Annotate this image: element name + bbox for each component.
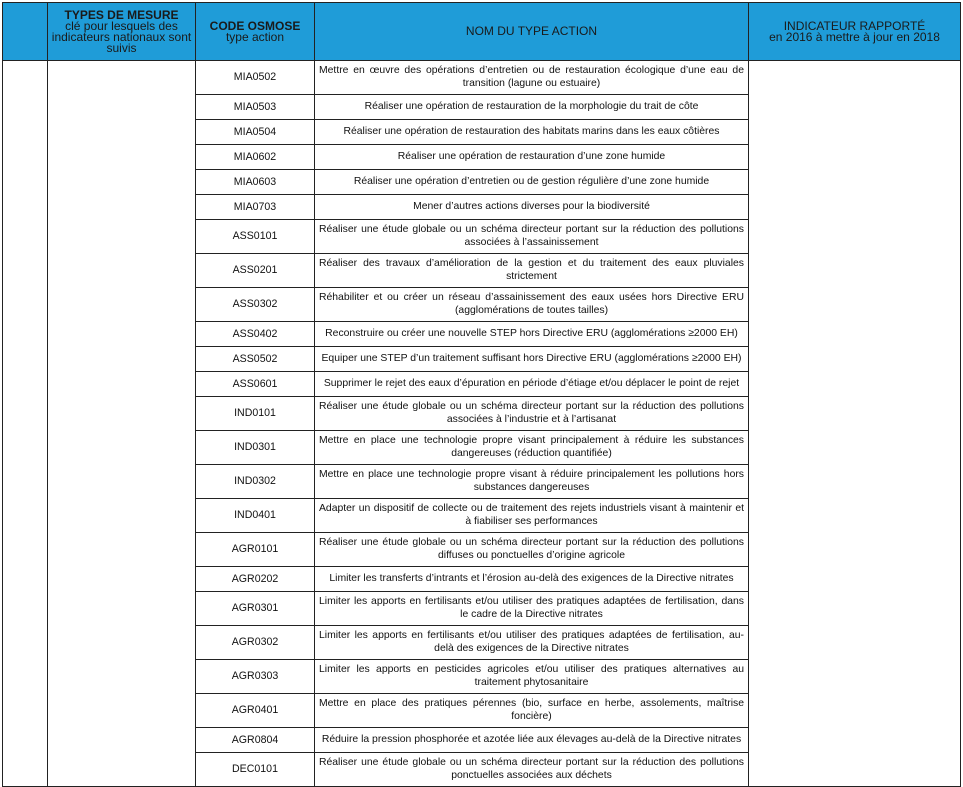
action-name-cell — [315, 322, 749, 347]
action-name-text: Mettre en place des pratiques pérennes (bio, surface en herbe, assolements, maîtrise foncière) — [319, 698, 744, 722]
action-name-cell — [315, 465, 749, 499]
action-name-text: Réaliser une étude globale ou un schéma directeur portant sur la réduction des pollutions ponctuelles associées aux déchets — [319, 757, 744, 781]
header-blank-cell — [3, 3, 48, 61]
osmose-code-cell: MIA0602 — [196, 145, 315, 170]
header-measure-types-subtitle: clé pour lesquels des indicateurs nationaux sont suivis — [51, 18, 192, 55]
table-row — [3, 61, 961, 95]
action-name-cell — [315, 626, 749, 660]
action-name-text: Limiter les transferts d’intrants et l’érosion au-delà des exigences de la Directive nitrates — [329, 572, 734, 584]
measure-types-column — [48, 61, 196, 787]
action-name-text: Limiter les apports en pesticides agricoles et/ou utiliser des pratiques alternatives au traitement phytosanitaire — [319, 664, 744, 688]
action-name-text: Supprimer le rejet des eaux d’épuration en période d’étiage et/ou déplacer le point de rejet — [323, 377, 740, 389]
action-name-cell — [315, 660, 749, 694]
action-name-text: Limiter les apports en fertilisants et/ou utiliser des pratiques adaptées de fertilisation, dans le cadre de la Directive nitrates — [319, 596, 744, 620]
osmose-code-cell: MIA0603 — [196, 170, 315, 195]
action-name-cell — [315, 499, 749, 533]
osmose-code-cell: IND0101 — [196, 397, 315, 431]
header-action-name — [315, 3, 749, 61]
osmose-code-cell: IND0401 — [196, 499, 315, 533]
blank-left-column — [3, 61, 48, 787]
osmose-code-cell: AGR0101 — [196, 533, 315, 567]
action-name-text: Réaliser une opération de restauration des habitats marins dans les eaux côtières — [343, 125, 720, 137]
action-name-text: Réaliser une opération de restauration d’une zone humide — [397, 150, 666, 162]
header-measure-types — [48, 3, 196, 61]
action-name-cell — [315, 145, 749, 170]
action-name-cell — [315, 288, 749, 322]
header-osmose-code — [196, 3, 315, 61]
osmose-code-cell: MIA0504 — [196, 120, 315, 145]
osmose-code-cell: ASS0101 — [196, 220, 315, 254]
header-osmose-code-title: CODE OSMOSE — [209, 18, 301, 33]
action-name-text: Equiper une STEP d’un traitement suffisant hors Directive ERU (agglomérations ≥2000 EH) — [321, 352, 742, 364]
action-name-cell — [315, 533, 749, 567]
action-name-text: Réduire la pression phosphorée et azotée liée aux élevages au-delà de la Directive nitrates — [321, 733, 742, 745]
action-name-cell — [315, 170, 749, 195]
action-name-text: Mettre en place une technologie propre visant principalement à réduire les substances dangereuses (réduction quantifiée) — [319, 435, 744, 459]
osmose-code-cell: AGR0301 — [196, 592, 315, 626]
action-name-text: Réaliser une opération d’entretien ou de gestion régulière d’une zone humide — [353, 175, 710, 187]
header-action-name-title: NOM DU TYPE ACTION — [465, 24, 598, 38]
header-measure-types-title: TYPES DE MESURE — [64, 7, 179, 22]
action-name-cell — [315, 347, 749, 372]
action-name-text: Réaliser des travaux d’amélioration de la gestion et du traitement des eaux pluviales strictement — [319, 258, 744, 282]
action-name-text: Mener d’autres actions diverses pour la biodiversité — [413, 200, 650, 212]
header-indicator — [749, 3, 961, 61]
osmose-code-cell: ASS0201 — [196, 254, 315, 288]
action-name-cell — [315, 95, 749, 120]
osmose-code-cell: ASS0601 — [196, 372, 315, 397]
measures-table-container — [2, 2, 960, 787]
osmose-code-cell: DEC0101 — [196, 753, 315, 787]
measures-table — [2, 2, 961, 787]
osmose-code-cell: AGR0202 — [196, 567, 315, 592]
header-osmose-code-subtitle: type action — [225, 29, 285, 44]
table-header — [3, 3, 961, 61]
osmose-code-cell: AGR0302 — [196, 626, 315, 660]
osmose-code-cell: MIA0503 — [196, 95, 315, 120]
action-name-cell — [315, 397, 749, 431]
action-name-cell — [315, 728, 749, 753]
action-name-text: Réaliser une étude globale ou un schéma directeur portant sur la réduction des pollutions associées à l’industrie et à l’artisanat — [319, 401, 744, 425]
osmose-code-cell: ASS0502 — [196, 347, 315, 372]
action-name-text: Adapter un dispositif de collecte ou de traitement des rejets industriels visant à maintenir et à fiabiliser ses performances — [319, 503, 744, 527]
osmose-code-cell: AGR0804 — [196, 728, 315, 753]
indicator-column — [749, 61, 961, 787]
action-name-text: Mettre en place une technologie propre visant à réduire principalement les pollutions hors substances dangereuses — [319, 469, 744, 493]
action-name-cell — [315, 592, 749, 626]
action-name-text: Réaliser une opération de restauration de la morphologie du trait de côte — [364, 100, 699, 112]
action-name-text: Mettre en œuvre des opérations d’entretien ou de restauration écologique d’une eau de transition (lagune ou estuaire) — [319, 65, 744, 89]
action-name-cell — [315, 220, 749, 254]
osmose-code-cell: AGR0401 — [196, 694, 315, 728]
table-body — [3, 61, 961, 787]
action-name-cell — [315, 567, 749, 592]
osmose-code-cell: MIA0703 — [196, 195, 315, 220]
action-name-cell — [315, 254, 749, 288]
osmose-code-cell: IND0302 — [196, 465, 315, 499]
action-name-cell — [315, 372, 749, 397]
action-name-text: Limiter les apports en fertilisants et/ou utiliser des pratiques adaptées de fertilisation, au-delà des exigences de la Directive nitrates — [319, 630, 744, 654]
osmose-code-cell: ASS0302 — [196, 288, 315, 322]
action-name-text: Réhabiliter et ou créer un réseau d’assainissement des eaux usées hors Directive ERU (agglomérations de toutes tailles) — [319, 292, 744, 316]
osmose-code-cell: IND0301 — [196, 431, 315, 465]
action-name-text: Réaliser une étude globale ou un schéma directeur portant sur la réduction des pollutions associées à l’assainissement — [319, 224, 744, 248]
action-name-cell — [315, 61, 749, 95]
action-name-cell — [315, 753, 749, 787]
osmose-code-cell: AGR0303 — [196, 660, 315, 694]
osmose-code-cell: ASS0402 — [196, 322, 315, 347]
action-name-text: Réaliser une étude globale ou un schéma directeur portant sur la réduction des pollutions diffuses ou ponctuelles d’origine agricole — [319, 537, 744, 561]
action-name-text: Reconstruire ou créer une nouvelle STEP hors Directive ERU (agglomérations ≥2000 EH) — [325, 327, 738, 339]
osmose-code-cell: MIA0502 — [196, 61, 315, 95]
header-indicator-title: INDICATEUR RAPPORTÉ — [783, 18, 926, 33]
action-name-cell — [315, 120, 749, 145]
action-name-cell — [315, 694, 749, 728]
header-indicator-subtitle: en 2016 à mettre à jour en 2018 — [769, 29, 940, 44]
action-name-cell — [315, 431, 749, 465]
action-name-cell — [315, 195, 749, 220]
